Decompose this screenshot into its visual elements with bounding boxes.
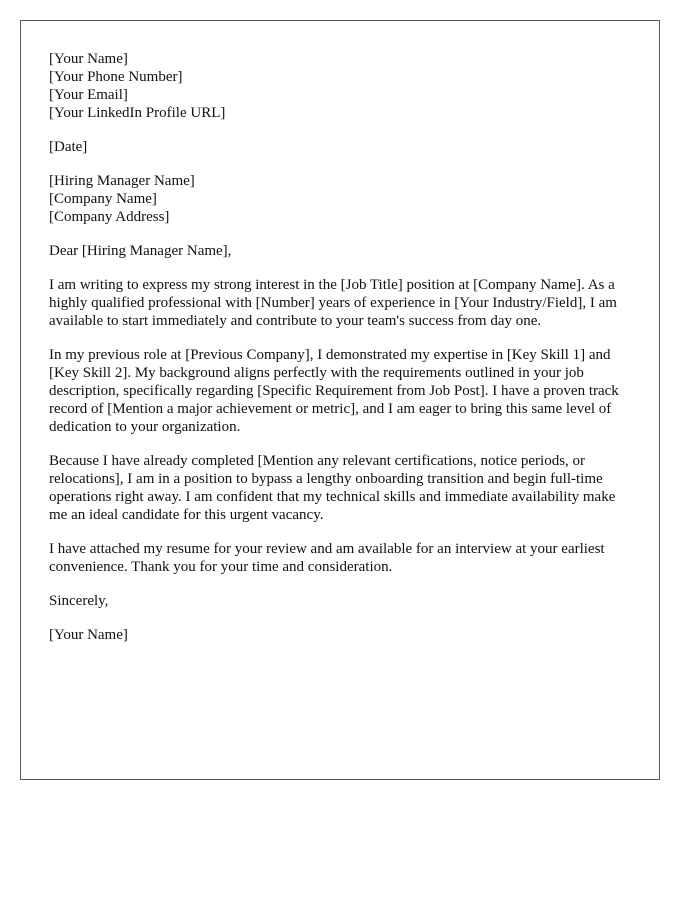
sender-block <box>49 50 625 122</box>
closing: Sincerely, <box>49 593 109 609</box>
recipient-address: [Company Address] <box>49 209 170 225</box>
recipient-name: [Hiring Manager Name] <box>49 173 195 189</box>
sender-linkedin: [Your LinkedIn Profile URL] <box>49 105 226 121</box>
letter-date: [Date] <box>49 139 88 155</box>
body-paragraph-1: I am writing to express my strong interest in the [Job Title] position at [Company Name]. As a highly qualified professional with [Number] years of experience in [Your Industry/Field], I am available to start immediately and contribute to your team's success from day one. <box>49 277 617 329</box>
salutation: Dear [Hiring Manager Name], <box>49 243 232 259</box>
body-paragraph-2: In my previous role at [Previous Company], I demonstrated my expertise in [Key Skill 1] and [Key Skill 2]. My background aligns perfectly with the requirements outlined in your job description, specifically regarding [Specific Requirement from Job Post]. I have a proven track record of [Mention a major achievement or metric], and I am eager to bring this same level of dedication to your organization. <box>49 347 619 435</box>
signature: [Your Name] <box>49 627 128 643</box>
sender-email: [Your Email] <box>49 87 128 103</box>
body-paragraph-3: Because I have already completed [Mention any relevant certifications, notice periods, or relocations], I am in a position to bypass a lengthy onboarding transition and begin full-time operations right away. I am confident that my technical skills and immediate availability make me an ideal candidate for this urgent vacancy. <box>49 453 616 523</box>
letter-body <box>49 50 625 660</box>
recipient-block <box>49 172 625 226</box>
letter-page <box>20 20 660 780</box>
sender-name: [Your Name] <box>49 51 128 67</box>
sender-phone: [Your Phone Number] <box>49 69 183 85</box>
recipient-company: [Company Name] <box>49 191 157 207</box>
body-paragraph-4: I have attached my resume for your review and am available for an interview at your earliest convenience. Thank you for your time and consideration. <box>49 541 605 575</box>
